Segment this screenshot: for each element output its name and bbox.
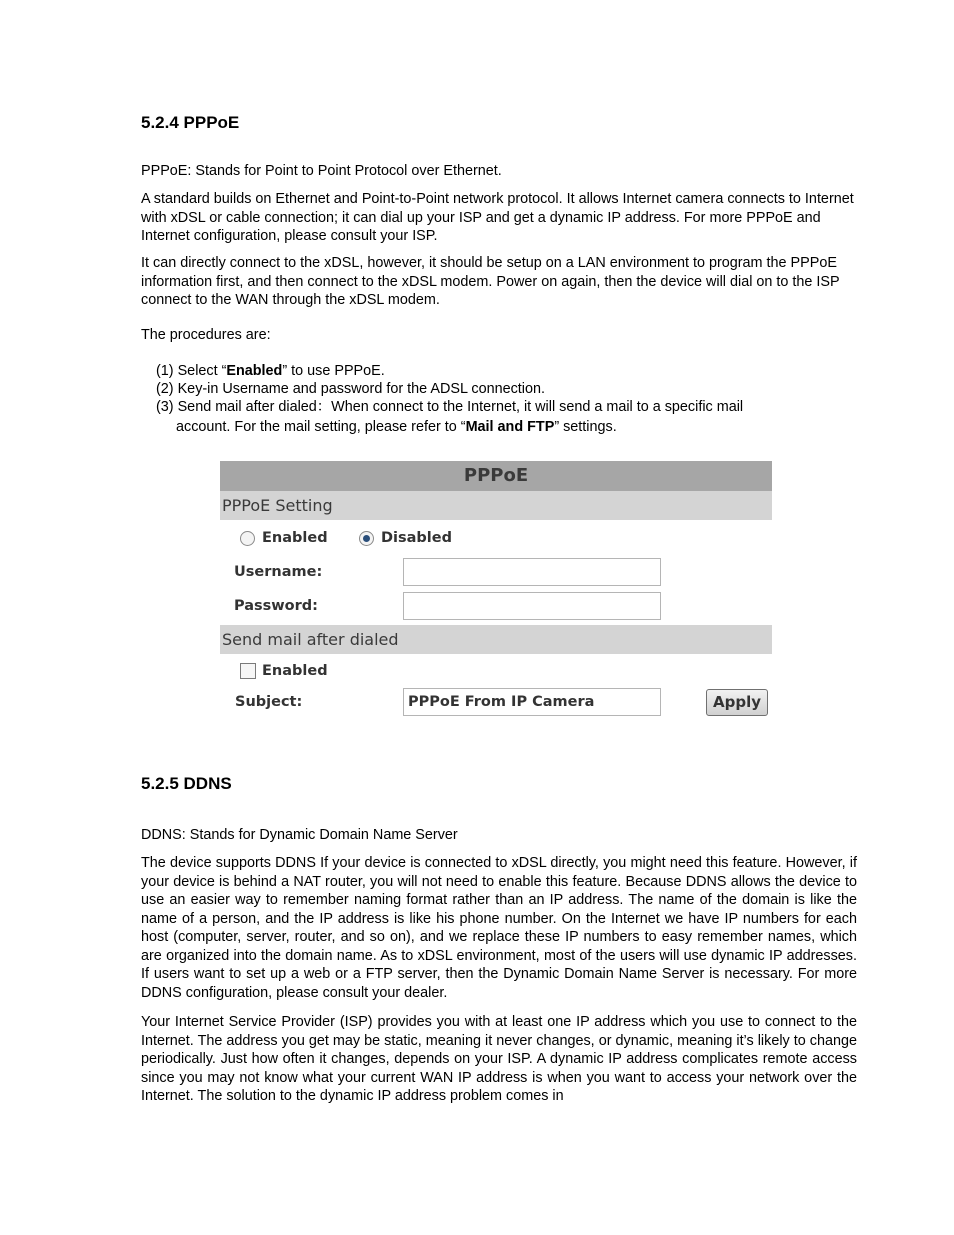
send-mail-header: Send mail after dialed (220, 625, 772, 654)
section-heading-pppoe: 5.2.4 PPPoE (141, 113, 240, 132)
apply-button[interactable]: Apply (706, 689, 768, 716)
ddns-definition: DDNS: Stands for Dynamic Domain Name Server (141, 827, 458, 843)
radio-disabled[interactable] (359, 531, 374, 546)
password-label: Password: (234, 598, 318, 614)
ddns-paragraph-2: Your Internet Service Provider (ISP) provides you with at least one IP address which you use to connect to the Internet. The address you get may be static, meaning it never changes, or dynamic, meaning it’s likely to change periodically. Just how often it changes, depends on your ISP. A dynamic IP address complicates remote access since you may not know what your current WAN IP address is when you want to access your network over the Internet. The solution to the dynamic IP address problem comes in (141, 1014, 857, 1104)
step-3-bold: Mail and FTP (465, 419, 555, 435)
pppoe-paragraph-2: It can directly connect to the xDSL, however, it should be setup on a LAN environment to program the PPPoE information first, and then connect to the xDSL modem. Power on again, then the device will dial on to the ISP connect to the WAN through the xDSL modem. (141, 255, 840, 308)
mail-enabled-checkbox[interactable] (240, 663, 256, 679)
ddns-paragraph-1: The device supports DDNS If your device is connected to xDSL directly, you might need this feature. However, if your device is behind a NAT router, you will not need to enable this feature. Because DDNS allows the device to use an easier way to remember naming format rather than an IP address. The name of the domain is like the name of a person, and the IP address is like his phone number. On the Internet we have IP numbers for each host (computer, server, router, and so on), and we replace these IP numbers to easy remember names, which are organized into the domain name. As to xDSL environment, most of the users will use dynamic IP addresses. If users want to set up a web or a FTP server, then the Dynamic Domain Name Server is necessary. For more DDNS configuration, please consult your dealer. (141, 855, 857, 1001)
step-1-bold: Enabled (226, 363, 283, 379)
step-3-line-1: (3) Send mail after dialed：When connect to the Internet, it will send a mail to a specific mail (156, 399, 744, 415)
subject-input[interactable]: PPPoE From IP Camera (403, 688, 661, 716)
password-input[interactable] (403, 592, 661, 620)
pppoe-paragraph-1: A standard builds on Ethernet and Point-to-Point network protocol. It allows Internet camera connects to Internet with xDSL or cable connection; it can dial up your ISP and get a dynamic IP address. For more PPPoE and Internet configuration, please consult your ISP. (141, 191, 854, 244)
pppoe-definition: PPPoE: Stands for Point to Point Protocol over Ethernet. (141, 163, 502, 179)
step-3-post: ” settings. (554, 419, 617, 435)
subject-label: Subject: (235, 694, 303, 710)
pppoe-setting-header: PPPoE Setting (220, 491, 772, 520)
pppoe-settings-panel (220, 461, 772, 721)
panel-title: PPPoE (220, 461, 772, 491)
username-input[interactable] (403, 558, 661, 586)
radio-disabled-label: Disabled (381, 530, 452, 546)
username-label: Username: (234, 564, 323, 580)
step-1-pre: (1) Select “ (156, 363, 227, 379)
step-1 (156, 362, 385, 380)
mail-enabled-label: Enabled (262, 663, 328, 679)
radio-enabled[interactable] (240, 531, 255, 546)
step-2: (2) Key-in Username and password for the ADSL connection. (156, 381, 546, 397)
radio-enabled-label: Enabled (262, 530, 328, 546)
procedures-intro: The procedures are: (141, 327, 271, 343)
step-3-line-2 (176, 418, 617, 436)
section-heading-ddns: 5.2.5 DDNS (141, 774, 232, 793)
step-1-post: ” to use PPPoE. (282, 363, 385, 379)
step-3-pre: account. For the mail setting, please refer to “ (176, 419, 466, 435)
